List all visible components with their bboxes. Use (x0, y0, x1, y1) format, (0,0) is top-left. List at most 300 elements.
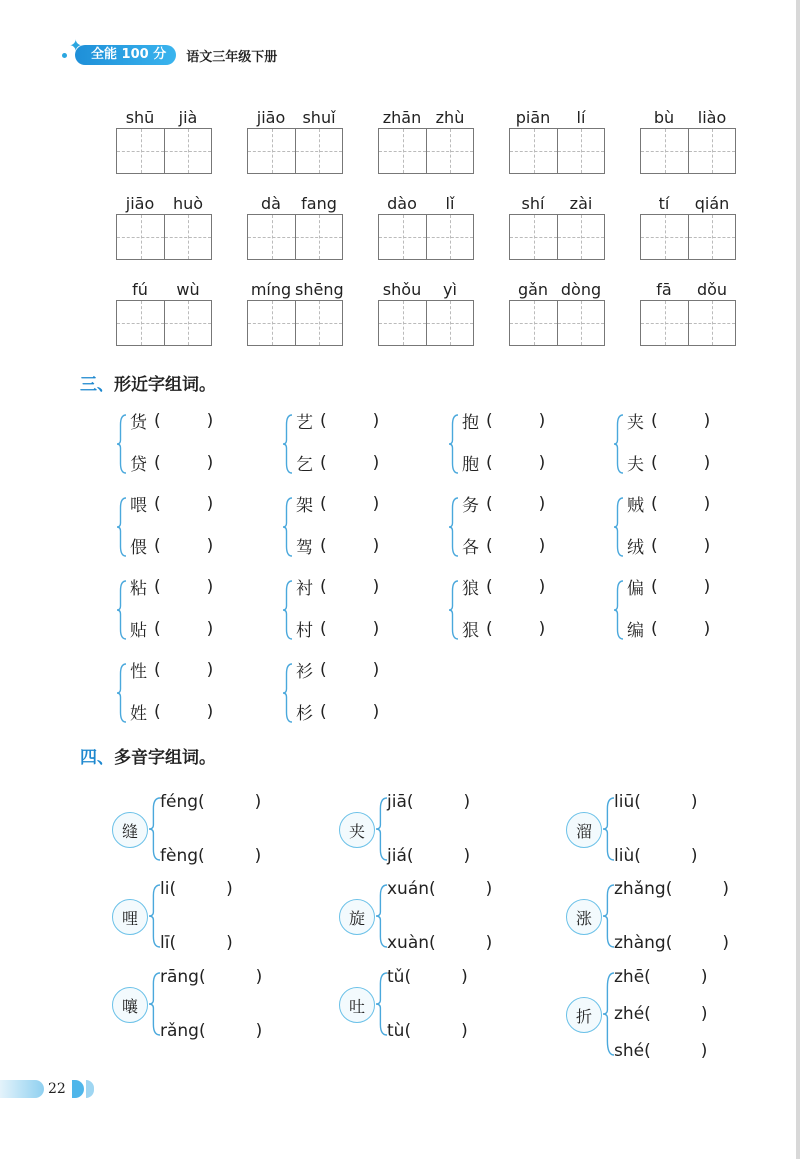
close-parenthesis: ) (226, 933, 233, 953)
open-parenthesis: ( (154, 659, 161, 680)
tian-grid (378, 300, 474, 346)
pinyin-reading: zhǎng (614, 879, 666, 899)
brace-icon (448, 497, 458, 557)
brace-icon (282, 414, 292, 474)
open-parenthesis: ( (154, 493, 161, 514)
char-pair (116, 657, 256, 727)
polyphonic-character: 嚷 (112, 987, 148, 1023)
char-pair (282, 408, 422, 478)
close-parenthesis: ) (722, 879, 729, 899)
pair-line (462, 574, 545, 599)
writing-cell[interactable] (248, 301, 295, 345)
writing-cell[interactable] (688, 301, 735, 345)
pinyin-label (116, 278, 212, 300)
open-parenthesis: ( (429, 933, 436, 953)
writing-cell[interactable] (164, 215, 211, 259)
character: 偏 (627, 579, 644, 599)
pinyin-reading: féng (160, 792, 199, 812)
writing-cell[interactable] (426, 129, 473, 173)
reading-line (614, 967, 707, 987)
section-4-title (80, 743, 216, 768)
character: 编 (627, 621, 644, 641)
pinyin-syllable: tí (658, 193, 670, 213)
character: 衬 (296, 579, 313, 599)
writing-cell[interactable] (248, 215, 295, 259)
pinyin-syllable: dòng (560, 279, 602, 299)
close-parenthesis: ) (206, 452, 214, 473)
tian-grid (247, 214, 343, 260)
pinyin-syllable: míng (250, 279, 292, 299)
pinyin-syllable: shǒu (382, 279, 422, 299)
polyphonic-character: 溜 (566, 812, 602, 848)
close-parenthesis: ) (206, 576, 214, 597)
pair-line (130, 408, 213, 433)
brace-icon (602, 972, 614, 1056)
close-parenthesis: ) (703, 410, 711, 431)
close-parenthesis: ) (372, 535, 380, 556)
pair-line (130, 699, 213, 724)
close-parenthesis: ) (485, 879, 493, 899)
polyphonic-character: 哩 (112, 899, 148, 935)
writing-cell[interactable] (117, 129, 164, 173)
pinyin-syllable: zhān (382, 107, 422, 127)
reading-line (614, 1041, 707, 1061)
writing-cell[interactable] (426, 301, 473, 345)
polyphonic-character: 涨 (566, 899, 602, 935)
pair-line (130, 450, 213, 475)
pair-line (130, 533, 213, 558)
close-parenthesis: ) (700, 1004, 708, 1024)
pinyin-label (378, 278, 474, 300)
pinyin-syllable: zài (569, 193, 593, 213)
writing-cell[interactable] (379, 215, 426, 259)
char-pair (282, 491, 422, 561)
character: 货 (130, 413, 147, 433)
brace-icon (613, 414, 623, 474)
pair-line (296, 616, 379, 641)
pinyin-item (640, 278, 736, 346)
writing-cell[interactable] (641, 129, 688, 173)
section-3-number: 三、 (80, 375, 114, 395)
pair-line (462, 533, 545, 558)
pinyin-syllable: zhù (435, 107, 465, 127)
header (62, 36, 278, 66)
writing-cell[interactable] (117, 301, 164, 345)
close-parenthesis: ) (485, 933, 493, 953)
character: 姓 (130, 704, 147, 724)
reading-line (387, 933, 492, 953)
pinyin-syllable: dào (387, 193, 417, 213)
pinyin-reading: li (160, 879, 170, 899)
brace-icon (282, 497, 292, 557)
writing-cell[interactable] (688, 129, 735, 173)
pinyin-reading: tù (387, 1021, 405, 1041)
brace-icon (116, 414, 126, 474)
reading-line (160, 879, 233, 899)
pinyin-syllable: huò (172, 193, 204, 213)
writing-cell[interactable] (295, 129, 342, 173)
writing-cell[interactable] (117, 215, 164, 259)
reading-line (387, 1021, 468, 1041)
pinyin-item (116, 192, 212, 260)
pinyin-label (640, 278, 736, 300)
pinyin-item (247, 192, 343, 260)
close-parenthesis: ) (372, 618, 380, 639)
pinyin-label (247, 192, 343, 214)
pinyin-syllable: jià (178, 107, 198, 127)
pinyin-item (247, 106, 343, 174)
pinyin-item (509, 192, 605, 260)
character: 性 (130, 662, 147, 682)
reading-line (614, 846, 698, 866)
char-pair (613, 408, 753, 478)
character: 杉 (296, 704, 313, 724)
reading-line (387, 879, 492, 899)
close-parenthesis: ) (206, 618, 214, 639)
pinyin-reading: liù (614, 846, 635, 866)
pinyin-label (509, 106, 605, 128)
tian-grid (116, 128, 212, 174)
pinyin-syllable: yì (443, 279, 457, 299)
open-parenthesis: ( (404, 967, 412, 987)
close-parenthesis: ) (461, 1021, 468, 1041)
writing-cell[interactable] (295, 301, 342, 345)
open-parenthesis: ( (169, 879, 177, 899)
pinyin-item (378, 192, 474, 260)
polyphonic-character: 旋 (339, 899, 375, 935)
tian-grid (509, 300, 605, 346)
open-parenthesis: ( (486, 452, 493, 473)
pinyin-syllable: fang (301, 193, 337, 213)
close-parenthesis: ) (703, 452, 711, 473)
open-parenthesis: ( (665, 933, 673, 953)
tian-grid (116, 300, 212, 346)
open-parenthesis: ( (320, 618, 327, 639)
reading-line (160, 933, 233, 953)
brace-icon (148, 884, 160, 948)
character: 贼 (627, 496, 644, 516)
close-parenthesis: ) (372, 701, 380, 722)
close-parenthesis: ) (700, 967, 708, 987)
tian-grid (116, 214, 212, 260)
header-subtitle: 语文三年级下册 (186, 49, 278, 65)
pinyin-reading: jiá (387, 846, 407, 866)
reading-line (614, 933, 729, 953)
close-parenthesis: ) (538, 618, 546, 639)
brace-icon (116, 580, 126, 640)
pair-line (627, 574, 710, 599)
pair-line (296, 408, 379, 433)
open-parenthesis: ( (406, 846, 414, 866)
close-parenthesis: ) (461, 967, 468, 987)
close-parenthesis: ) (703, 576, 711, 597)
reading-line (387, 846, 470, 866)
open-parenthesis: ( (198, 967, 206, 987)
close-parenthesis: ) (255, 1021, 263, 1041)
pinyin-syllable: fú (132, 279, 148, 299)
close-parenthesis: ) (206, 493, 214, 514)
pair-line (130, 616, 213, 641)
pinyin-label (116, 192, 212, 214)
pinyin-item (116, 106, 212, 174)
pinyin-syllable: piān (515, 107, 551, 127)
close-parenthesis: ) (372, 493, 380, 514)
pinyin-label (640, 192, 736, 214)
pinyin-syllable: shū (125, 107, 155, 127)
pair-line (462, 616, 545, 641)
writing-cell[interactable] (164, 129, 211, 173)
pair-line (627, 616, 710, 641)
close-parenthesis: ) (206, 535, 214, 556)
character: 粘 (130, 579, 147, 599)
section-4-number: 四、 (80, 748, 114, 768)
open-parenthesis: ( (486, 535, 493, 556)
char-pair (448, 491, 588, 561)
close-parenthesis: ) (538, 410, 546, 431)
open-parenthesis: ( (154, 452, 161, 473)
close-parenthesis: ) (254, 846, 262, 866)
pinyin-reading: jiā (387, 792, 407, 812)
open-parenthesis: ( (651, 493, 658, 514)
close-parenthesis: ) (372, 410, 380, 431)
character: 夹 (627, 413, 644, 433)
brace-icon (282, 663, 292, 723)
char-pair (116, 408, 256, 478)
tian-grid (378, 214, 474, 260)
pinyin-reading: xuán (387, 879, 430, 899)
pinyin-item (116, 278, 212, 346)
pinyin-label (247, 106, 343, 128)
reading-line (160, 846, 261, 866)
open-parenthesis: ( (429, 879, 436, 899)
open-parenthesis: ( (154, 618, 161, 639)
open-parenthesis: ( (644, 1004, 651, 1024)
character: 胞 (462, 455, 479, 475)
writing-cell[interactable] (248, 129, 295, 173)
polyphonic-character: 缝 (112, 812, 148, 848)
brace-icon (613, 580, 623, 640)
pair-line (130, 574, 213, 599)
pinyin-syllable: shí (521, 193, 545, 213)
polyphonic-character: 吐 (339, 987, 375, 1023)
open-parenthesis: ( (651, 618, 658, 639)
character: 各 (462, 538, 479, 558)
brace-icon (282, 580, 292, 640)
pinyin-syllable: qián (694, 193, 730, 213)
brace-icon (116, 497, 126, 557)
close-parenthesis: ) (254, 792, 262, 812)
open-parenthesis: ( (651, 576, 658, 597)
pinyin-label (378, 106, 474, 128)
writing-cell[interactable] (510, 301, 557, 345)
character: 贴 (130, 621, 147, 641)
open-parenthesis: ( (665, 879, 673, 899)
pinyin-reading: zhē (614, 967, 645, 987)
character: 狼 (462, 579, 479, 599)
reading-line (160, 967, 262, 987)
pinyin-syllable: wù (176, 279, 200, 299)
close-parenthesis: ) (703, 535, 711, 556)
tian-grid (247, 128, 343, 174)
writing-cell[interactable] (379, 129, 426, 173)
pinyin-item (247, 278, 343, 346)
pair-line (627, 450, 710, 475)
character: 务 (462, 496, 479, 516)
open-parenthesis: ( (198, 1021, 206, 1041)
open-parenthesis: ( (651, 535, 658, 556)
writing-cell[interactable] (510, 129, 557, 173)
open-parenthesis: ( (651, 452, 658, 473)
page-footer (0, 1079, 94, 1099)
pair-line (627, 408, 710, 433)
character: 贷 (130, 455, 147, 475)
character: 偎 (130, 538, 147, 558)
open-parenthesis: ( (169, 933, 177, 953)
close-parenthesis: ) (538, 493, 546, 514)
reading-line (387, 967, 468, 987)
reading-line (614, 792, 698, 812)
char-pair (116, 491, 256, 561)
open-parenthesis: ( (320, 410, 327, 431)
open-parenthesis: ( (154, 410, 161, 431)
open-parenthesis: ( (198, 792, 205, 812)
pinyin-syllable: fā (656, 279, 672, 299)
pinyin-reading: liū (614, 792, 635, 812)
character: 抱 (462, 413, 479, 433)
open-parenthesis: ( (320, 493, 327, 514)
pair-line (130, 491, 213, 516)
close-parenthesis: ) (372, 659, 380, 680)
open-parenthesis: ( (154, 701, 161, 722)
close-parenthesis: ) (700, 1041, 708, 1061)
polyphonic-character: 折 (566, 997, 602, 1033)
pinyin-syllable: bù (653, 107, 675, 127)
close-parenthesis: ) (206, 701, 214, 722)
pair-line (462, 450, 545, 475)
reading-line (160, 1021, 262, 1041)
close-parenthesis: ) (463, 846, 471, 866)
writing-cell[interactable] (295, 215, 342, 259)
pinyin-item (378, 278, 474, 346)
writing-cell[interactable] (688, 215, 735, 259)
writing-cell[interactable] (510, 215, 557, 259)
character: 架 (296, 496, 313, 516)
pair-line (462, 491, 545, 516)
polyphonic-character: 夹 (339, 812, 375, 848)
close-parenthesis: ) (372, 576, 380, 597)
pinyin-syllable: jiāo (125, 193, 155, 213)
close-parenthesis: ) (538, 452, 546, 473)
open-parenthesis: ( (634, 792, 641, 812)
close-parenthesis: ) (206, 659, 214, 680)
pinyin-reading: rāng (160, 967, 199, 987)
page-edge (796, 0, 800, 1159)
pair-line (462, 408, 545, 433)
pinyin-label (378, 192, 474, 214)
writing-cell[interactable] (426, 215, 473, 259)
open-parenthesis: ( (320, 452, 327, 473)
character: 村 (296, 621, 313, 641)
char-pair (448, 574, 588, 644)
brace-icon (602, 884, 614, 948)
open-parenthesis: ( (198, 846, 205, 866)
pinyin-syllable: lǐ (445, 193, 455, 213)
writing-cell[interactable] (557, 215, 604, 259)
reading-line (614, 1004, 707, 1024)
character: 衫 (296, 662, 313, 682)
pinyin-item (640, 106, 736, 174)
open-parenthesis: ( (486, 576, 493, 597)
open-parenthesis: ( (486, 618, 493, 639)
open-parenthesis: ( (320, 535, 327, 556)
pinyin-syllable: jiāo (256, 107, 286, 127)
char-pair (116, 574, 256, 644)
brace-icon (375, 884, 387, 948)
character: 夫 (627, 455, 644, 475)
brace-icon (602, 797, 614, 861)
open-parenthesis: ( (406, 792, 414, 812)
pinyin-reading: lī (160, 933, 170, 953)
writing-cell[interactable] (164, 301, 211, 345)
pinyin-label (247, 278, 343, 300)
open-parenthesis: ( (634, 846, 641, 866)
pinyin-syllable: shēng (295, 279, 344, 299)
brace-icon (613, 497, 623, 557)
tian-grid (640, 128, 736, 174)
section-3-text: 形近字组词。 (114, 375, 216, 395)
pinyin-reading: shé (614, 1041, 645, 1061)
section-4-text: 多音字组词。 (114, 748, 216, 768)
brace-icon (375, 972, 387, 1036)
pinyin-item (378, 106, 474, 174)
pinyin-item (640, 192, 736, 260)
pinyin-label (509, 192, 605, 214)
pinyin-item (509, 278, 605, 346)
writing-cell[interactable] (379, 301, 426, 345)
pinyin-reading: tǔ (387, 967, 405, 987)
open-parenthesis: ( (320, 576, 327, 597)
char-pair (282, 574, 422, 644)
pinyin-item (509, 106, 605, 174)
brace-icon (375, 797, 387, 861)
pair-line (296, 491, 379, 516)
writing-cell[interactable] (557, 129, 604, 173)
writing-cell[interactable] (557, 301, 604, 345)
pinyin-syllable: gǎn (517, 279, 549, 299)
close-parenthesis: ) (463, 792, 471, 812)
character: 艺 (296, 413, 313, 433)
writing-cell[interactable] (641, 301, 688, 345)
pinyin-label (509, 278, 605, 300)
tian-grid (509, 128, 605, 174)
character: 喂 (130, 496, 147, 516)
close-parenthesis: ) (255, 967, 263, 987)
brace-icon (148, 972, 160, 1036)
writing-cell[interactable] (641, 215, 688, 259)
pair-line (130, 657, 213, 682)
brace-icon (148, 797, 160, 861)
char-pair (613, 574, 753, 644)
tian-grid (640, 214, 736, 260)
pair-line (627, 533, 710, 558)
character: 驾 (296, 538, 313, 558)
char-pair (613, 491, 753, 561)
pinyin-syllable: shuǐ (302, 107, 336, 127)
close-parenthesis: ) (722, 933, 729, 953)
header-dot (62, 53, 67, 58)
open-parenthesis: ( (320, 659, 327, 680)
open-parenthesis: ( (486, 410, 493, 431)
